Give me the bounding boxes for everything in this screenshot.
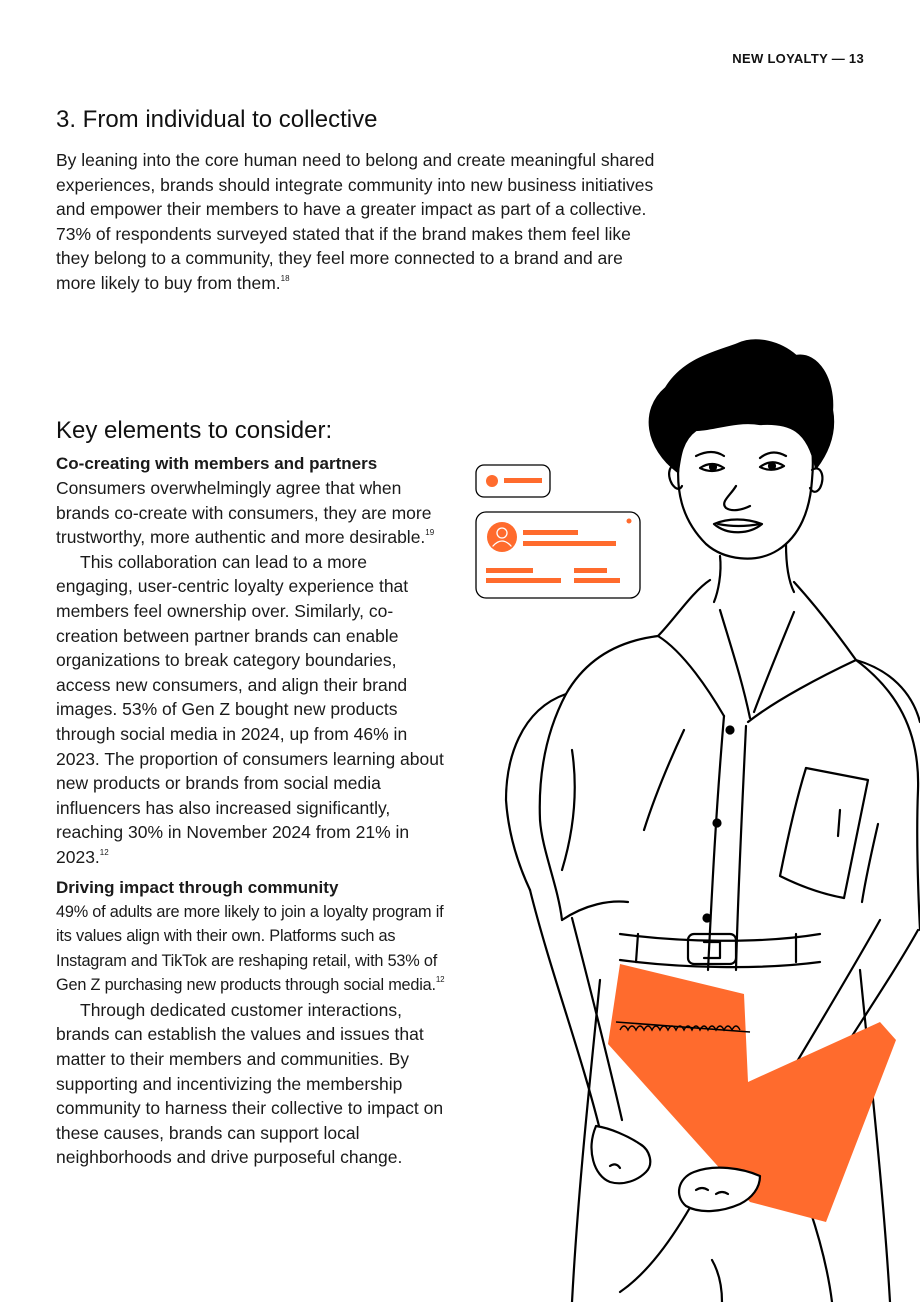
key-elements-column <box>56 452 448 1170</box>
footnote-ref: 18 <box>280 273 290 283</box>
woman-illustration <box>460 330 920 1302</box>
footnote-ref: 19 <box>425 528 435 538</box>
block-heading-driving-impact: Driving impact through community <box>56 877 339 897</box>
block-text: Through dedicated customer interactions, brands can establish the values and issues that matter to their members and communities. By supporting and incentivizing the membership community to harness their collective to impact on these causes, brands can support local neighborhoods and drive purposeful change. <box>56 999 444 1168</box>
footnote-ref: 12 <box>435 975 445 985</box>
intro-paragraph <box>56 148 656 296</box>
section-title: 3. From individual to collective <box>56 106 378 133</box>
intro-text: By leaning into the core human need to belong and create meaningful shared experiences, brands should integrate community into new business initiatives and empower their members to have a greater impact as part of a collective. 73% of respondents surveyed stated that if the brand makes them feel like they belong to a community, they feel more connected to a brand and are more likely to buy from them. <box>56 150 655 293</box>
block-text: 49% of adults are more likely to join a loyalty program if its values align with their own. Platforms such as Instagram and TikTok are reshaping retail, with 53% of Gen Z purchasing new products through social media. <box>56 902 444 995</box>
person-avatar-icon <box>487 522 517 552</box>
block-heading-cocreating: Co-creating with members and partners <box>56 454 378 473</box>
running-head: NEW LOYALTY — 13 <box>732 51 864 66</box>
block-paragraph <box>56 900 448 998</box>
profile-card <box>476 512 640 598</box>
block-paragraph <box>56 998 448 1170</box>
block-paragraph <box>56 550 448 870</box>
footnote-ref: 12 <box>99 847 109 857</box>
profile-card-icon <box>476 465 550 497</box>
key-elements-title: Key elements to consider: <box>56 417 333 444</box>
block-text: This collaboration can lead to a more engaging, user-centric loyalty experience that members feel ownership over. Similarly, co-creation between partner brands can enable organizations to break category boundaries, access new consumers, and align their brand images. 53% of Gen Z bought new products through social media in 2024, up from 46% in 2023. The proportion of consumers learning about new products or brands from social media influencers has also increased significantly, reaching 30% in November 2024 from 21% in 2023. <box>56 551 444 867</box>
block-paragraph <box>56 476 448 550</box>
block-text: Consumers overwhelmingly agree that when brands co-create with consumers, they are more trustworthy, more authentic and more desirable. <box>56 478 432 548</box>
